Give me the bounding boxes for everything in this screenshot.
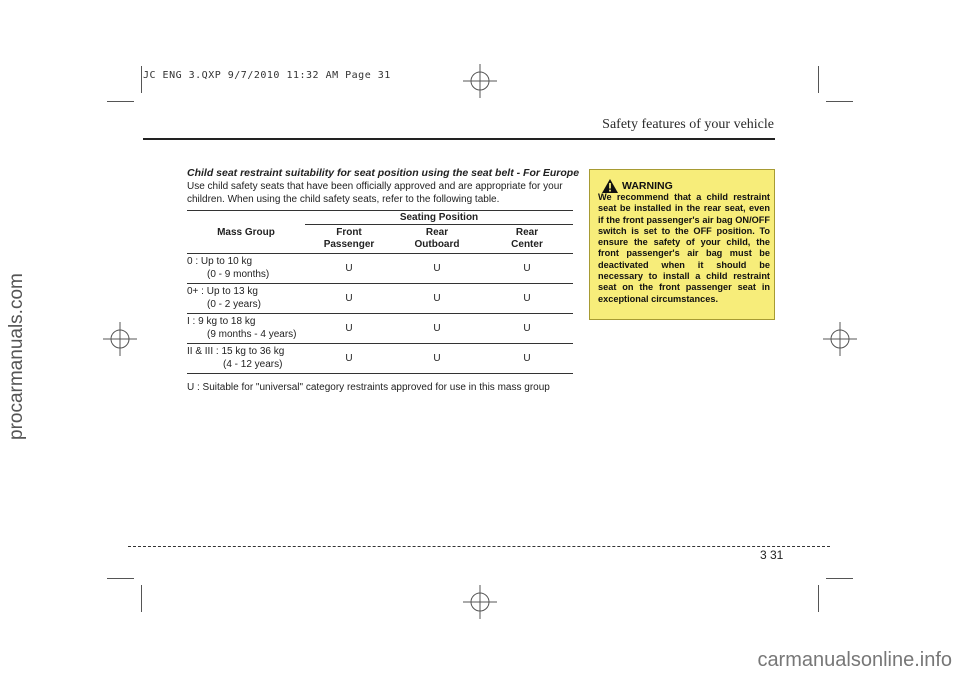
table-cell: U [523, 323, 531, 334]
bottom-watermark: carmanualsonline.info [757, 649, 952, 671]
age-range: (4 - 12 years) [223, 359, 283, 370]
print-slug: JC ENG 3.QXP 9/7/2010 11:32 AM Page 31 [143, 70, 391, 81]
table-row [187, 344, 573, 374]
mass-group-label: I : 9 kg to 18 kg [187, 316, 256, 327]
section-heading: Child seat restraint suitability for seat position using the seat belt - For Europe [187, 167, 580, 179]
crop-mark [141, 585, 142, 612]
crop-mark [107, 101, 134, 102]
mass-group-label: II & III : 15 kg to 36 kg [187, 346, 285, 357]
crop-mark [826, 578, 853, 579]
registration-mark-icon [463, 64, 497, 98]
crop-mark [107, 578, 134, 579]
seating-position-header: Seating Position [305, 211, 573, 225]
registration-mark-icon [463, 585, 497, 619]
crop-mark [826, 101, 853, 102]
crop-mark [818, 66, 819, 93]
table-cell: U [345, 293, 353, 304]
registration-mark-icon [823, 322, 857, 356]
table-cell: U [433, 353, 441, 364]
table-cell: U [345, 353, 353, 364]
seat-suitability-table [187, 210, 573, 374]
table-footnote: U : Suitable for "universal" category restraints approved for use in this mass group [187, 382, 550, 393]
registration-mark-icon [103, 322, 137, 356]
table-cell: U [433, 323, 441, 334]
footer-rule [128, 546, 830, 547]
table-cell: U [345, 263, 353, 274]
crop-mark [818, 585, 819, 612]
table-cell: U [433, 263, 441, 274]
table-cell: U [523, 263, 531, 274]
warning-box [589, 169, 775, 320]
table-row [187, 314, 573, 344]
mass-group-label: 0 : Up to 10 kg [187, 256, 253, 267]
side-watermark: procarmanuals.com [6, 273, 27, 440]
table-cell: U [433, 293, 441, 304]
section-title: Safety features of your vehicle [602, 117, 774, 132]
warning-text: We recommend that a child restraint seat be installed in the rear seat, even if the front passenger's air bag ON/OFF switch is set to the OFF position. To ensure the safety of your child, the front passenger's air bag must be deactivated when it should be necessary to install a child restraint seat on the front passenger seat in exceptional circumstances. [598, 192, 770, 304]
mass-group-label: 0+ : Up to 13 kg [187, 286, 258, 297]
intro-paragraph: Use child safety seats that have been officially approved and are appropriate for your children. When using the child safety seats, refer to the following table. [187, 181, 563, 205]
table-row [187, 284, 573, 314]
table-cell: U [345, 323, 353, 334]
age-range: (0 - 2 years) [207, 299, 261, 310]
column-header: Rear Center [511, 227, 543, 250]
crop-mark [141, 66, 142, 93]
column-header: Rear Outboard [414, 227, 460, 250]
column-header: Front Passenger [323, 227, 375, 250]
table-cell: U [523, 353, 531, 364]
header-rule [143, 138, 775, 140]
mass-group-header: Mass Group [217, 226, 275, 238]
warning-title: WARNING [622, 180, 673, 192]
page-number: 3 31 [760, 548, 784, 562]
age-range: (9 months - 4 years) [207, 329, 297, 340]
table-row [187, 254, 573, 284]
age-range: (0 - 9 months) [207, 269, 270, 280]
table-cell: U [523, 293, 531, 304]
